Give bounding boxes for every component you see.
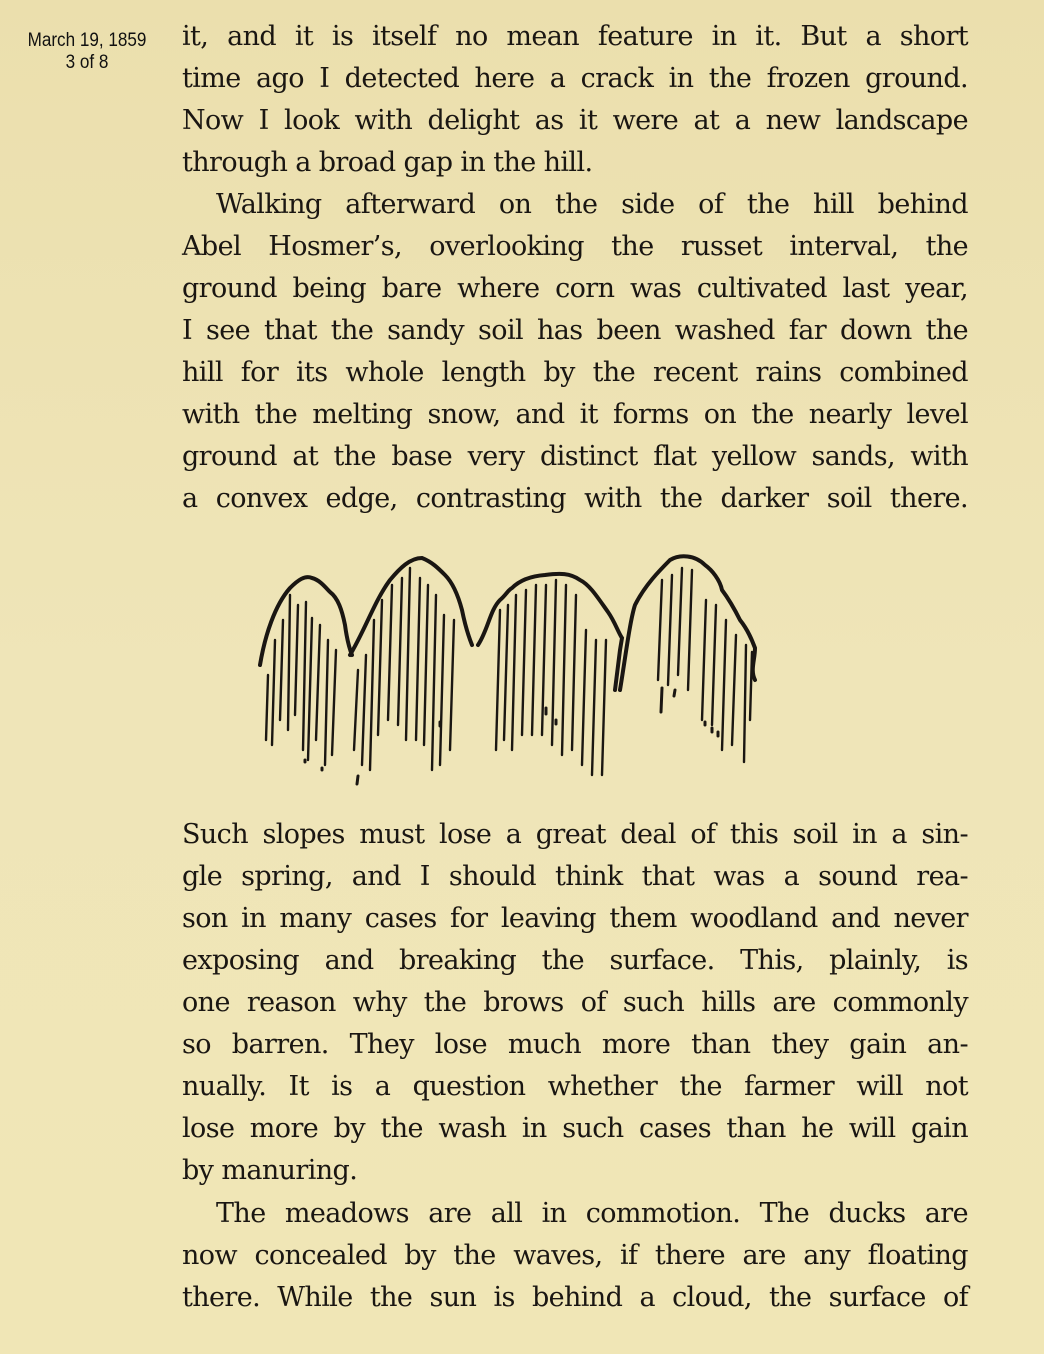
sketch-drawing	[250, 540, 920, 800]
text-line: I see that the sandy soil has been washed far down the	[182, 315, 968, 346]
text-line: by manuring.	[182, 1155, 358, 1186]
text-line: The meadows are all in commotion. The ducks are	[216, 1198, 968, 1229]
text-line: there. While the sun is behind a cloud, the surface of	[182, 1282, 968, 1313]
paragraph-walking	[182, 184, 968, 520]
text-line: gle spring, and I should think that was a sound rea-	[182, 861, 968, 892]
text-line: a convex edge, contrasting with the darker soil there.	[182, 483, 968, 514]
text-line: lose more by the wash in such cases than he will gain	[182, 1113, 968, 1144]
text-line: with the melting snow, and it forms on the nearly level	[182, 399, 968, 430]
text-line: ground being bare where corn was cultivated last year,	[182, 273, 968, 304]
text-line: ground at the base very distinct flat yellow sands, with	[182, 441, 968, 472]
text-line: time ago I detected here a crack in the frozen ground.	[182, 63, 968, 94]
text-line: nually. It is a question whether the farmer will not	[182, 1071, 968, 1102]
text-line: Now I look with delight as it were at a new landscape	[182, 105, 968, 136]
paragraph-continuation	[182, 16, 968, 184]
text-line: exposing and breaking the surface. This, plainly, is	[182, 945, 968, 976]
text-line: son in many cases for leaving them woodland and never	[182, 903, 968, 934]
margin-note	[9, 30, 166, 74]
text-line: Such slopes must lose a great deal of this soil in a sin-	[182, 819, 968, 850]
text-line: one reason why the brows of such hills are commonly	[182, 987, 968, 1018]
paragraph-meadows	[182, 1193, 968, 1319]
text-line: through a broad gap in the hill.	[182, 147, 593, 178]
paragraph-slopes	[182, 814, 968, 1192]
page-indicator: 3 of 8	[65, 52, 109, 73]
text-line: it, and it is itself no mean feature in it. But a short	[182, 21, 968, 52]
text-line: Abel Hosmer’s, overlooking the russet interval, the	[182, 231, 968, 262]
text-line: hill for its whole length by the recent rains combined	[182, 357, 968, 388]
text-line: so barren. They lose much more than they gain an-	[182, 1029, 968, 1060]
streak-lines	[266, 568, 752, 775]
sand-wash-sketch	[250, 540, 920, 800]
text-line: Walking afterward on the side of the hill behind	[216, 189, 968, 220]
entry-date: March 19, 1859	[27, 30, 147, 51]
text-line: now concealed by the waves, if there are any floating	[182, 1240, 968, 1271]
